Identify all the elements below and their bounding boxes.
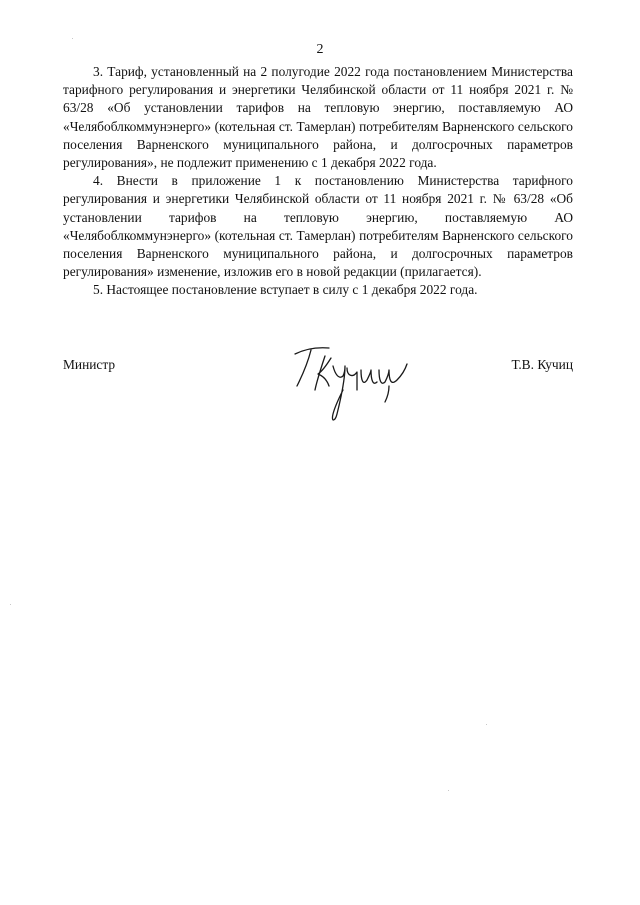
document-body [63, 63, 573, 300]
scan-artifact [486, 724, 487, 725]
scan-artifact [10, 604, 11, 605]
paragraph-3: 3. Тариф, установленный на 2 полугодие 2022 года постановлением Министерства тарифного регулирования и энергетики Челябинской области от 11 ноября 2021 г. № 63/28 «Об установлении тарифов на тепловую энергию, поставляемую АО «Челябоблкоммунэнерго» (котельная ст. Тамерлан) потребителям Варненского сельского поселения Варненского муниципального района, и долгосрочных параметров регулирования», не подлежит применению с 1 декабря 2022 года. [63, 64, 573, 171]
signature-block [63, 340, 573, 430]
signer-name: Т.В. Кучиц [511, 357, 573, 372]
scan-artifact [448, 790, 449, 791]
signer-title: Министр [63, 357, 116, 372]
scan-artifact [72, 38, 73, 39]
page-number: 2 [316, 42, 324, 57]
paragraph-5: 5. Настоящее постановление вступает в силу с 1 декабря 2022 года. [93, 282, 478, 298]
paragraph-4: 4. Внести в приложение 1 к постановлению Министерства тарифного регулирования и энергетики Челябинской области от 11 ноября 2021 г. № 63/28 «Об установлении тарифов на тепловую энергию, поставляемую АО «Челябоблкоммунэнерго» (котельная ст. Тамерлан) потребителям Варненского сельского поселения Варненского муниципального района, и долгосрочных параметров регулирования» изменение, изложив его в новой редакции (прилагается). [63, 173, 573, 280]
handwritten-signature [281, 340, 411, 428]
